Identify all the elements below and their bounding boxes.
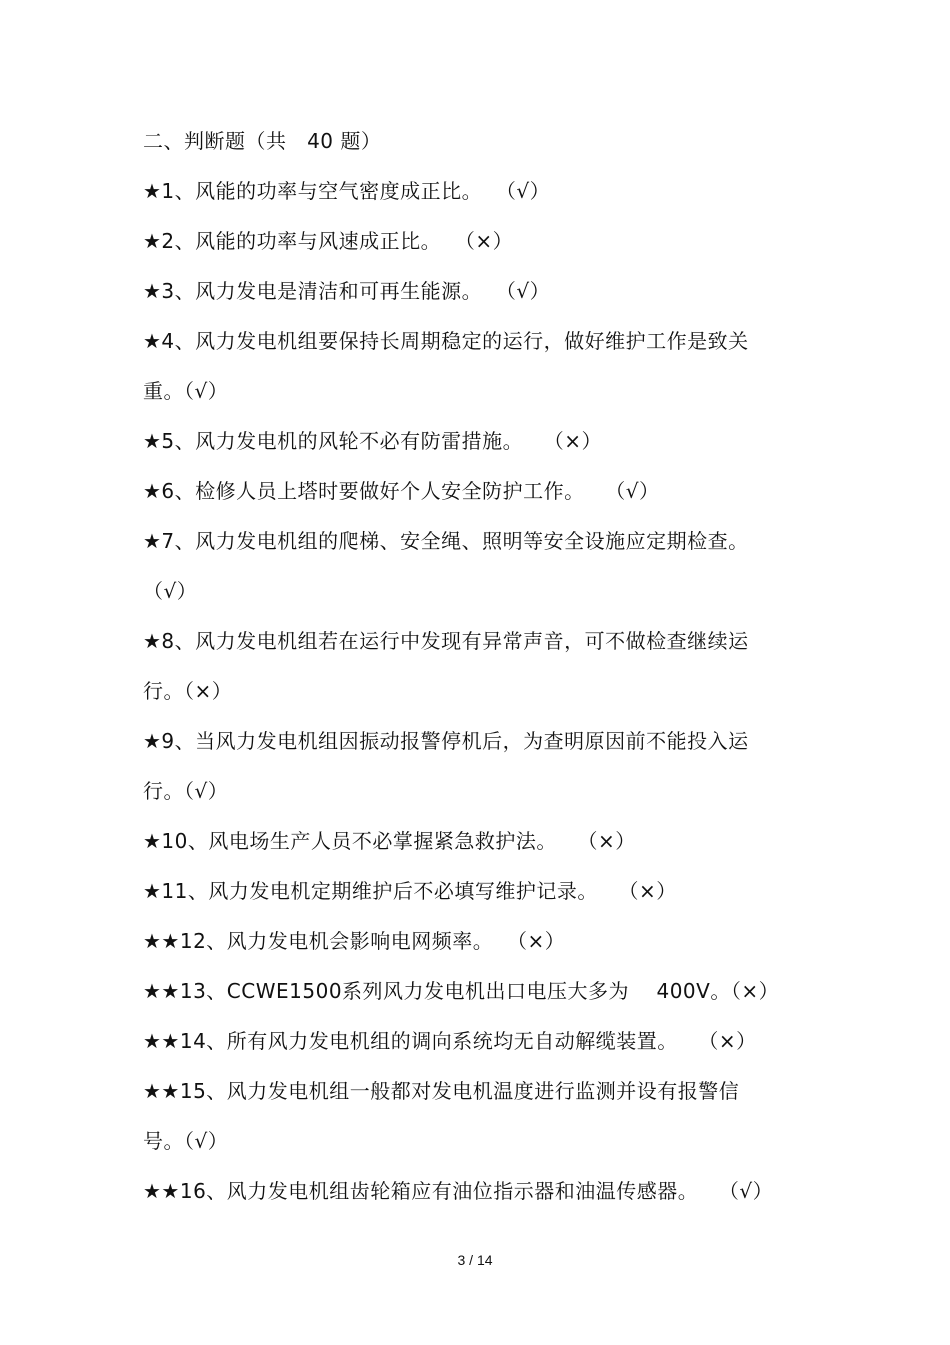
- question-line: ★6、检修人员上塔时要做好个人安全防护工作。 （√）: [143, 479, 660, 503]
- question-line: ★8、风力发电机组若在运行中发现有异常声音，可不做检查继续运: [143, 629, 749, 653]
- question-line: ★★16、风力发电机组齿轮箱应有油位指示器和油温传感器。 （√）: [143, 1179, 774, 1203]
- question-line: （√）: [143, 579, 198, 603]
- question-line: ★11、风力发电机定期维护后不必填写维护记录。 （×）: [143, 879, 677, 903]
- question-line: 行。（√）: [143, 779, 229, 803]
- question-line: 重。（√）: [143, 379, 229, 403]
- question-line: ★1、风能的功率与空气密度成正比。 （√）: [143, 179, 551, 203]
- question-line: 行。（×）: [143, 679, 233, 703]
- question-line: ★5、风力发电机的风轮不必有防雷措施。 （×）: [143, 429, 602, 453]
- question-line: ★3、风力发电是清洁和可再生能源。 （√）: [143, 279, 551, 303]
- question-line: ★4、风力发电机组要保持长周期稳定的运行，做好维护工作是致关: [143, 329, 749, 353]
- question-line: ★7、风力发电机组的爬梯、安全绳、照明等安全设施应定期检查。: [143, 529, 749, 553]
- question-line: ★2、风能的功率与风速成正比。 （×）: [143, 229, 514, 253]
- section-heading: 二、判断题（共 40 题）: [143, 129, 382, 153]
- question-line: ★9、当风力发电机组因振动报警停机后，为查明原因前不能投入运: [143, 729, 749, 753]
- question-line: ★★13、CCWE1500系列风力发电机出口电压大多为 400V。（×）: [143, 979, 780, 1003]
- question-line: ★★14、所有风力发电机组的调向系统均无自动解缆装置。 （×）: [143, 1029, 757, 1053]
- question-line: ★10、风电场生产人员不必掌握紧急救护法。 （×）: [143, 829, 636, 853]
- question-line: ★★15、风力发电机组一般都对发电机温度进行监测并设有报警信: [143, 1079, 740, 1103]
- question-line: ★★12、风力发电机会影响电网频率。 （×）: [143, 929, 566, 953]
- question-line: 号。（√）: [143, 1129, 229, 1153]
- page-number: 3 / 14: [457, 1252, 493, 1268]
